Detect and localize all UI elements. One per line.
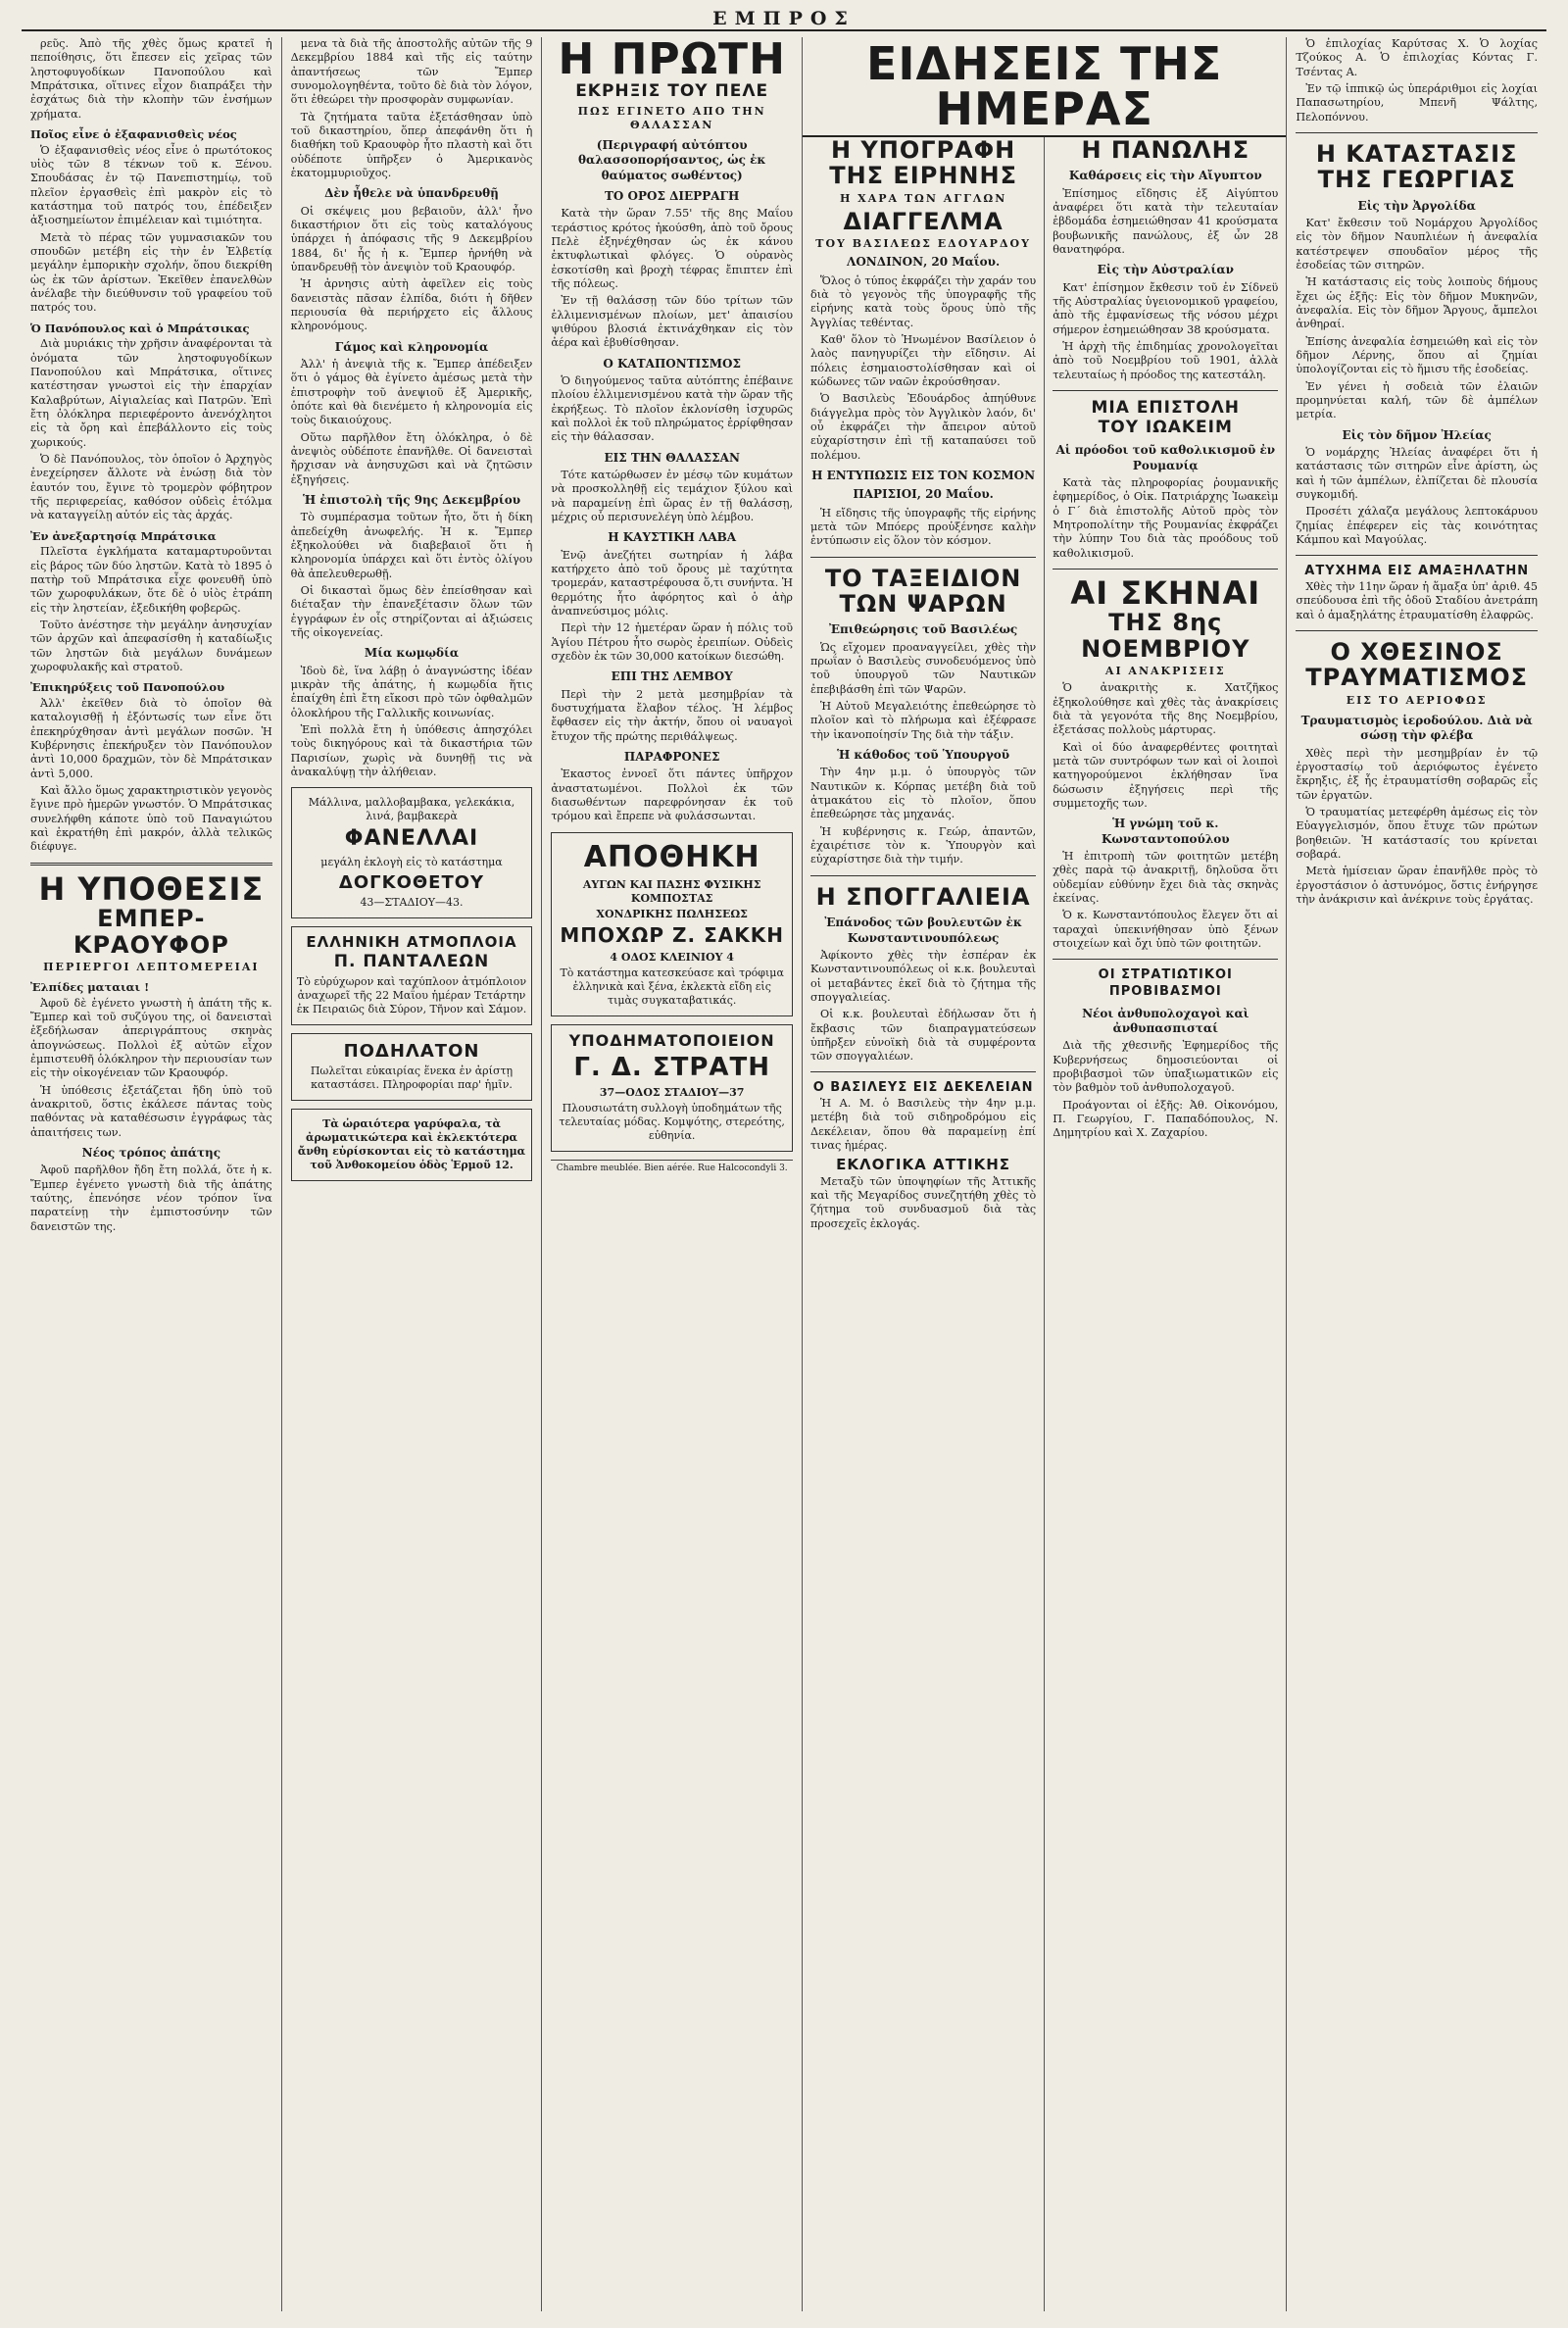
divider [1053, 569, 1278, 570]
paragraph: Ὁ ἐξαφανισθεὶς νέος εἶνε ὁ πρωτότοκος υἱὸς τῶν 8 τέκνων τοῦ κ. Ξένου. Σπουδάσας ἐν τῷ Πανεπιστημίῳ, τοῦ πλεῖον ἐργασθεὶς ἐπὶ μακρὸν εἰς τὸ κατάστημα τοῦ πατρός του, ἐπέδειξεν ἀξιοσημείωτον ἐπιμέλειαν καὶ τιμιότητα. [30, 143, 272, 227]
advertisement-shoemaker [551, 1024, 793, 1152]
subheading: ΕΠΙ ΤΗΣ ΛΕΜΒΟΥ [611, 669, 733, 684]
article-headline: ΤΟ ΤΑΞΕΙΔΙΟΝ [824, 564, 1022, 592]
paragraph: Ἰδοὺ δὲ, ἵνα λάβῃ ὁ ἀναγνώστης ἰδέαν μικρὰν τῆς ἀπάτης, ἡ κωμῳδία ἥτις ἐπαίχθη ἐπὶ ἔτη εἴκοσι πρὸ τῶν ὀφθαλμῶν ὁλοκλήρου τῆς Γαλλικῆς κοινωνίας. [290, 664, 533, 719]
subheading: Ἐλπίδες ματαιαι ! [30, 980, 150, 995]
columns [22, 37, 1546, 2311]
paragraph: Ὡς εἴχομεν προαναγγείλει, χθὲς τὴν πρωΐαν ὁ Βασιλεὺς συνοδευόμενος ὑπὸ τοῦ ὑπουργοῦ τῶν Ναυτικῶν ἐπεβιβάσθη ἐπὶ τῶν Ψαρῶν. [810, 640, 1037, 696]
subheading: Ἐπιθεώρησις τοῦ Βασιλέως [828, 622, 1018, 637]
paragraph: Προάγονται οἱ ἑξῆς: Ἀθ. Οἰκονόμου, Π. Γεωργίου, Γ. Παπαδόπουλος, Ν. Δημητρίου καὶ Χ. Ζαχαρίου. [1053, 1098, 1279, 1140]
advertisement-bicycle [291, 1033, 533, 1101]
paragraph: Ἡ κατάστασις εἰς τοὺς λοιποὺς δήμους ἔχει ὡς ἑξῆς: Εἰς τὸν δῆμον Μυκηνῶν, ἀνεφαλία. Εἰς τὸν δῆμον Ἄργους, ἄμπελοι ἀνθηραί. [1296, 275, 1539, 331]
paragraph: Κατ' ἔκθεσιν τοῦ Νομάρχου Ἀργολίδος εἰς τὸν δῆμον Ναυπλιέων ἡ ἀνεφαλία κατέστρεψεν σπουδαῖον μέρος τῆς ἐσοδείας τῶν σιτηρῶν. [1296, 217, 1539, 272]
paragraph: Τὴν 4ην μ.μ. ὁ ὑπουργὸς τῶν Ναυτικῶν κ. Κόρπας μετέβη διὰ τοῦ ἀτμακάτου εἰς τὸ πλοῖον, ὅπου ἐπεθεώρησε τὰς μηχανάς. [810, 766, 1037, 821]
paragraph: Ἡ εἴδησις τῆς ὑπογραφῆς τῆς εἰρήνης μετὰ τῶν Μπόερς προὐξένησε καλὴν ἐντύπωσιν εἰς ὅλον τὸν κόσμον. [810, 506, 1037, 548]
article-kicker: ΠΩΣ ΕΓΙΝΕΤΟ ΑΠΟ ΤΗΝ ΘΑΛΑΣΣΑΝ [577, 104, 766, 131]
paragraph: Κατὰ τὴν ὥραν 7.55' τῆς 8ης Μαΐου τεράστιος κρότος ἠκούσθη, ἀπὸ τοῦ ὄρους Πελὲ ἐξηνέχθησαν ὡς ἐκ κάνου ἐκτυφλωτικαὶ φλόγες. Ὁ οὐρανὸς ἐσκοτίσθη καὶ βροχὴ τέφρας ἔπιπτεν ἐπὶ τῆς πόλεως. [551, 207, 794, 290]
paragraph: Περὶ τὴν 12 ἡμετέραν ὥραν ἡ πόλις τοῦ Ἁγίου Πέτρου ἦτο σωρὸς ἐρειπίων. Οὐδεὶς σχεδὸν ἐκ τῶν 30,000 κατοίκων διεσώθη. [551, 621, 794, 663]
subheading: Καθάρσεις εἰς τὴν Αἴγυπτον [1068, 169, 1262, 183]
ad-merchant: ΜΠΟΧΩΡ Ζ. ΣΑΚΚΗ [560, 923, 784, 948]
article-headline: ΕΜΠΕΡ-ΚΡΑΟΥΦΟΡ [73, 905, 229, 959]
paragraph: Ὁ ἐπιλοχίας Καρύτσας Χ. Ὁ λοχίας Τζούκος Α. Ὁ ἐπιλοχίας Κόντας Γ. Τσέντας Α. [1296, 37, 1539, 78]
ad-line: ΧΟΝΔΡΙΚΗΣ ΠΩΛΗΣΕΩΣ [596, 908, 748, 921]
paragraph: Χθὲς περὶ τὴν μεσημβρίαν ἐν τῷ ἐργοστασίῳ τοῦ ἀεριόφωτος ἐγένετο ἔκρηξις, ἐξ ἧς ἐτραυματίσθη σοβαρῶς εἷς τῶν ἐργατῶν. [1296, 746, 1539, 802]
divider [810, 557, 1036, 558]
subheading: Ἐπικηρύξεις τοῦ Πανοπούλου [30, 680, 225, 695]
paragraph: Ἀλλ' ἐκεῖθεν διὰ τὸ ὁποῖον θὰ καταλογισθῇ ἡ ἐξόντωσίς των εἶνε ὅτι ἐπεκηρύχθησαν ἀντὶ μεγάλων ποσῶν. Ἡ Κυβέρνησις ἐπεκήρυξεν τὸν Πανόπουλον ἀντὶ 10,000 δραχμῶν, τὸν δὲ Μπράτσικαν ἀντὶ 5,000. [30, 697, 272, 780]
paragraph: Ὁ νομάρχης Ἠλείας ἀναφέρει ὅτι ἡ κατάστασις τῶν σιτηρῶν εἶνε ἀρίστη, ὡς καὶ ἡ τῶν ἀμπέλων, ἐλπίζεται δὲ πλουσία συγκομιδή. [1296, 446, 1539, 502]
paragraph: Ὁ δὲ Πανόπουλος, τὸν ὁποῖον ὁ Ἀρχηγὸς ἐνεχείρησεν ἄλλοτε νὰ ἐνώσῃ διὰ τὸν ἑαυτόν του, ἔγινε τὸ τρομερὸν φόβητρον τῆς περιφερείας, καθόσον οὐδεὶς ἐτόλμα νὰ καταγγείλῃ αὐτόν εἰς τὰς ἀρχάς. [30, 452, 272, 522]
subheading: ΠΑΡΑΦΡΟΝΕΣ [623, 749, 720, 764]
article-kicker: ΑΙ ΑΝΑΚΡΙΣΕΙΣ [1104, 665, 1226, 678]
paragraph: Καὶ ἄλλο ὅμως χαρακτηριστικὸν γεγονὸς ἔγινε πρὸ ἡμερῶν γνωστόν. Ὁ Μπράτσικας συνελήφθη κάποτε ὑπὸ τοῦ Παναγιώτου καὶ ἐκρατήθη ἐπὶ μακρόν, ἀλλὰ τελικῶς διέφυγε. [30, 783, 272, 854]
paragraph: Διὰ τῆς χθεσινῆς Ἐφημερίδος τῆς Κυβερνήσεως δημοσιεύονται οἱ προβιβασμοὶ τῶν ὑπαξιωματικῶν εἰς τὸν βαθμὸν τοῦ ἀνθυπολοχαγοῦ. [1053, 1039, 1279, 1095]
article-headline: ΤΟΥ ΙΩΑΚΕΙΜ [1098, 417, 1233, 437]
article-headline: ΤΗΣ 8ης ΝΟΕΜΒΡΙΟΥ [1081, 609, 1250, 663]
paragraph: Ἐπίσης ἀνεφαλία ἐσημειώθη καὶ εἰς τὸν δῆμον Λέρνης, ὅπου αἱ ζημίαι ὑπολογίζονται εἰς τὸ ἥμισυ τῆς ἐσοδείας. [1296, 334, 1539, 376]
column-6 [1287, 37, 1546, 2311]
subheading: Εἰς τὸν δῆμον Ἠλείας [1342, 427, 1492, 442]
article-headline: Ο ΧΘΕΣΙΝΟΣ [1330, 637, 1503, 666]
article-headline: ΟΙ ΣΤΡΑΤΙΩΤΙΚΟΙ ΠΡΟΒΙΒΑΣΜΟΙ [1098, 967, 1233, 999]
article-headline: Η ΠΑΝΩΛΗΣ [1081, 137, 1250, 164]
paragraph: Οὕτω παρῆλθον ἔτη ὁλόκληρα, ὁ δὲ ἀνεψιὸς οὐδέποτε ἐπανῆλθε. Οἱ δανεισταὶ ἤρχισαν νὰ ἀνησυχῶσι καὶ νὰ ζητῶσιν ἐξηγήσεις. [290, 430, 533, 486]
ad-merchant: ΔΟΓΚΟΘΕΤΟΥ [338, 871, 485, 893]
paragraph: Τὸ συμπέρασμα τοῦτων ἦτο, ὅτι ἡ δίκη ἀπεδείχθη ἀνωφελής. Ἡ κ. Ἔμπερ ἐξηκολούθει νὰ διαβεβαιοῖ ὅτι ἡ κληρονομία ὑπάρχει καὶ ὅτι ἐντὸς ὀλίγου θὰ ἀπελευθερωθῇ. [290, 511, 533, 580]
article-kicker: ΠΕΡΙΕΡΓΟΙ ΛΕΠΤΟΜΕΡΕΙΑΙ [43, 960, 260, 973]
paragraph: Ἐν τῇ θαλάσσῃ τῶν δύο τρίτων τῶν ἐλλιμενισμένων πλοίων, μετ' ἀπαισίου ψιθύρου βλοσιά ἐκτινάχθηκαν εἰς τὸν ἀέρα καὶ ἐβυθίσθησαν. [551, 294, 794, 350]
subheading: Ἡ ἐπιστολὴ τῆς 9ης Δεκεμβρίου [302, 492, 521, 507]
paragraph: Οἱ σκέψεις μου βεβαιοῦν, ἀλλ' ἦνο δικαστήριον ὅτι εἰς τοὺς καταλόγους ὑπάρχει ἡ ἀπόφασις τῆς 9 Δεκεμβρίου 1884, δι' ἧς ἡ κ. Ἔμπερ ἠρνήθη νὰ ὑπανδρευθῇ τὸν ἀνεψιὸν τοῦ Κραουφόρ. [290, 204, 533, 273]
subheading: Ποῖος εἶνε ὁ ἐξαφανισθεὶς νέος [30, 126, 237, 141]
paragraph: Ὅλος ὁ τύπος ἐκφράζει τὴν χαράν του διὰ τὸ γεγονὸς τῆς ὑπογραφῆς τῆς εἰρήνης κατὰ τοὺς ὅρους ὑπὸ τῆς Ἀγγλίας τεθέντας. [810, 273, 1037, 329]
paragraph: Καθ' ὅλον τὸ Ἡνωμένον Βασίλειον ὁ λαὸς πανηγυρίζει τὴν εἴδησιν. Αἱ πόλεις ἐσημαιοστολίσθησαν καὶ οἱ κώδωνες τῶν ναῶν ἐκρούσθησαν. [810, 333, 1037, 388]
subheading: Νέος τρόπος ἀπάτης [81, 1146, 221, 1161]
ad-title: ΕΛΛΗΝΙΚΗ ΑΤΜΟΠΛΟΙΑ [306, 932, 517, 951]
article-headline: Η ΠΡΩΤΗ [558, 37, 786, 84]
paragraph: Τότε κατώρθωσεν ἐν μέσῳ τῶν κυμάτων νὰ προσκολληθῇ εἰς τεμάχιον ξύλου καὶ νὰ παραμείνῃ ἐπὶ ὥρας ἐν τῇ θαλάσσῃ, μέχρις οὗ περισυνελέγη ὑπὸ λέμβου. [551, 468, 794, 523]
column-4 [803, 137, 1045, 2311]
article-headline: Η ΚΑΤΑΣΤΑΣΙΣ [1315, 139, 1518, 168]
article-kicker: Η ΧΑΡΑ ΤΩΝ ΑΓΓΛΩΝ [839, 191, 1007, 205]
paragraph: ρεῦς. Ἀπὸ τῆς χθὲς ὅμως κρατεῖ ἡ πεποίθησις, ὅτι ἔπεσεν εἰς χεῖρας τῶν ληστοφυγοδίκων Πανοπούλου καὶ Μπράτσικα, οἵτινες εἶχον διαπράξει τὴν ἐσχάτως διὰ τὴν κλοπὴν τῶν ἐνσήμων χρήματα. [30, 37, 272, 121]
divider [1296, 630, 1538, 631]
article-headline: Η ΥΠΟΓΡΑΦΗ [830, 137, 1016, 164]
paragraph: Ἡ ἐπιτροπὴ τῶν φοιτητῶν μετέβη χθὲς παρὰ τῷ ἀνακριτῇ, δηλοῦσα ὅτι οὐδεμίαν εὐθύνην ἔχει διὰ τὰς σκηνὰς ἐκείνας. [1053, 849, 1279, 905]
paragraph: Ἡ ἀρχὴ τῆς ἐπιδημίας χρονολογεῖται ἀπὸ τοῦ Νοεμβρίου τοῦ 1901, ἀλλὰ τελευταίως ἡ πρόοδος της κατεστάλη. [1053, 340, 1279, 381]
dateline: ΠΑΡΙΣΙΟΙ, 20 Μαΐου. [853, 487, 994, 502]
paragraph: Καὶ οἱ δύο ἀναφερθέντες φοιτηταὶ μετὰ τῶν συντρόφων των καὶ οἱ λοιποὶ κατηγορούμενοι ἐκλήθησαν ἵνα δώσωσιν ἐξηγήσεις περὶ τῆς συμμετοχῆς των. [1053, 740, 1279, 810]
subheading: ΤΟ ΟΡΟΣ ΔΙΕΡΡΑΓΗ [604, 188, 740, 203]
ad-line: Πωλεῖται εὐκαιρίας ἕνεκα ἐν ἀρίστῃ καταστάσει. Πληροφορίαι παρ' ἡμῖν. [310, 1064, 514, 1091]
article-headline: ΤΗΣ ΓΕΩΡΓΙΑΣ [1317, 166, 1516, 194]
article-headline: ΤΩΝ ΨΑΡΩΝ [839, 590, 1007, 619]
advertisement-flannels [291, 787, 533, 918]
column-1 [22, 37, 282, 2311]
article-headline: ΔΙΑΓΓΕΛΜΑ [843, 207, 1004, 235]
paragraph: Οἱ κ.κ. βουλευταὶ ἐδήλωσαν ὅτι ἡ ἔκβασις τῶν διαπραγματεύσεων ὑπῆρξεν εὐνοϊκὴ διὰ τὰ συμφέροντα τῶν σπογγαλιέων. [810, 1008, 1037, 1064]
divider [810, 1071, 1036, 1072]
paragraph: Μεταξὺ τῶν ὑποψηφίων τῆς Ἀττικῆς καὶ τῆς Μεγαρίδος συνεζητήθη χθὲς τὸ ζήτημα τοῦ συνδυασμοῦ διὰ τὰς προσεχεῖς ἐκλογάς. [810, 1174, 1037, 1230]
paragraph: Ἡ κυβέρνησις κ. Γεώρ, ἀπαντῶν, ἐχαιρέτισε τὸν κ. Ὑπουργὸν καὶ εὐχαρίστησε διὰ τὴν τιμήν. [810, 824, 1037, 867]
divider [1296, 555, 1538, 556]
article-headline: ΑΤΥΧΗΜΑ ΕΙΣ ΑΜΑΞΗΛΑΤΗΝ [1304, 564, 1530, 579]
advertisement-flowers [291, 1109, 533, 1181]
news-columns [803, 137, 1286, 2311]
ad-address: 37—ΟΔΟΣ ΣΤΑΔΙΟΥ—37 [599, 1085, 745, 1099]
column-3 [542, 37, 803, 2311]
paragraph: Ἐπίσημος εἴδησις ἐξ Αἰγύπτου ἀναφέρει ὅτι κατὰ τὴν τελευταίαν ἑβδομάδα ἐσημειώθησαν 41 κρούσματα βουβωνικῆς πανώλους, ἐξ ὧν 28 θανατηφόρα. [1053, 186, 1279, 257]
paragraph: Χθὲς τὴν 11ην ὥραν ἡ ἅμαξα ὑπ' ἀριθ. 45 σπεύδουσα ἐπὶ τῆς ὁδοῦ Σταδίου ἀνετράπη καὶ ὁ ἁμαξηλάτης ἐτραυματίσθη ἐλαφρῶς. [1296, 579, 1539, 621]
subheading: Ἡ γνώμη τοῦ κ. Κωνσταντοπούλου [1101, 817, 1230, 846]
paragraph: Ὁ κ. Κωνσταντόπουλος ἔλεγεν ὅτι αἱ ταραχαὶ ὑπεκινήθησαν ὑπὸ ξένων στοιχείων καὶ ὄχι ὑπὸ τῶν φοιτητῶν. [1053, 909, 1279, 950]
paragraph: Ἡ Αὐτοῦ Μεγαλειότης ἐπεθεώρησε τὸ πλοῖον καὶ τὸ πλήρωμα καὶ ἐξέφρασε τὴν ἱκανοποίησίν Της διὰ τὴν τάξιν. [810, 700, 1037, 741]
ad-title: ΦΑΝΕΛΛΑΙ [344, 826, 479, 852]
subheading: Γάμος καὶ κληρονομία [334, 339, 489, 354]
divider [1053, 390, 1278, 391]
subheading: Ἐπάνοδος τῶν βουλευτῶν ἐκ Κωνσταντινουπόλεως [824, 916, 1022, 945]
paragraph: Τοῦτο ἀνέστησε τὴν μεγάλην ἀνησυχίαν τῶν ἀρχῶν καὶ ἀπεφασίσθη ἡ καταδίωξις τῶν ληστῶν διὰ μεγάλων δυνάμεων χωροφυλακῆς καὶ στρατοῦ. [30, 618, 272, 673]
paragraph: Ἐκαστος ἐννοεῖ ὅτι πάντες ὑπῆρχον ἀναστατωμένοι. Πολλοὶ ἐκ τῶν διασωθέντων παρεφρόνησαν ἐκ τοῦ τρόμου καὶ ἔπρεπε νὰ φυλάσσωνται. [551, 768, 794, 823]
paragraph: Ὁ τραυματίας μετεφέρθη ἀμέσως εἰς τὸν Εὐαγγελισμόν, ὅπου ἔτυχε τῶν πρώτων βοηθειῶν. Ἡ κατάστασίς του κρίνεται σοβαρά. [1296, 805, 1539, 861]
ad-title: ΥΠΟΔΗΜΑΤΟΠΟΙΕΙΟΝ [568, 1031, 775, 1051]
subheading: Τραυματισμὸς ἱεροδούλου. Διὰ νὰ σώσῃ τὴν φλέβα [1300, 713, 1533, 743]
ad-line: ΑΥΓΩΝ ΚΑΙ ΠΑΣΗΣ ΦΥΣΙΚΗΣ ΚΟΜΠΟΣΤΑΣ [582, 878, 761, 906]
masthead [22, 8, 1546, 31]
advertisement-warehouse [551, 832, 793, 1017]
subheading: Η ΕΝΤΥΠΩΣΙΣ ΕΙΣ ΤΟΝ ΚΟΣΜΟΝ [811, 468, 1036, 482]
paragraph: Ἀλλ' ἡ ἀνεψιὰ τῆς κ. Ἔμπερ ἀπέδειξεν ὅτι ὁ γάμος θὰ ἐγίνετο ἀμέσως μετὰ τὴν ἐπιστροφὴν τοῦ ἀνεψιοῦ ἐξ Ἀμερικῆς, ὁπότε καὶ θὰ διενέμετο ἡ κληρονομία εἰς τοὺς δικαιούχους. [290, 357, 533, 427]
paragraph: Ἀφοῦ παρῆλθον ἤδη ἔτη πολλά, ὅτε ἡ κ. Ἔμπερ ἐγένετο γνωστὴ διὰ τῆς ἀπάτης ταύτης, ἐπενόησε νέον τρόπον ἵνα παρατείνῃ τὴν ἐμπιστοσύνην τῶν δανειστῶν της. [30, 1164, 272, 1233]
section-banner: ΕΙΔΗΣΕΙΣ ΤΗΣ ΗΜΕΡΑΣ [803, 37, 1286, 137]
ad-address: 43—ΣΤΑΔΙΟΥ—43. [360, 895, 464, 909]
ad-address: 4 ΟΔΟΣ ΚΛΕΙΝΙΟΥ 4 [610, 950, 734, 964]
paragraph: Ἀφοῦ δὲ ἐγένετο γνωστὴ ἡ ἀπάτη τῆς κ. Ἔμπερ καὶ τοῦ συζύγου της, οἱ δανεισταὶ ἐξεδήλωσαν ἀπεριγράπτους σκηνὰς ἀπογνώσεως. Πολλοὶ ἐξ αὐτῶν εἶχον ἐμπιστευθῆ ὁλόκληρον τὴν περιουσίαν των εἰς τὴν οἰκογένειαν τῶν Κραουφόρ. [30, 996, 272, 1080]
paragraph: Προσέτι χάλαζα μεγάλους λεπτοκάρυου ζημίας ἐπέφερεν εἰς τὰς κοινότητας Κάμπου καὶ Μαγούλας. [1296, 505, 1539, 547]
article-headline: Ο ΒΑΣΙΛΕΥΣ ΕΙΣ ΔΕΚΕΛΕΙΑΝ [812, 1080, 1034, 1096]
ad-line: μεγάλη ἐκλογὴ εἰς τὸ κατάστημα [320, 855, 503, 868]
paragraph: Διὰ μυριάκις τὴν χρῆσιν ἀναφέρονται τὰ ὀνόματα τῶν ληστοφυγοδίκων Πανοπούλου καὶ Μπράτσικα, οἵτινες κατέστησαν γνωστοὶ εἰς τὴν ἐπαρχίαν Καλαβρύτων, Αἰγιαλείας καὶ Πατρῶν. Ἐπὶ ἔτη ὁλόκληρα περιεφέροντο ἀνενόχλητοι εἰς τὰ ὄρη καὶ ἐπεβάλλοντο εἰς τοὺς χωρικούς. [30, 337, 272, 449]
divider [810, 875, 1036, 876]
ad-title: ΠΟΔΗΛΑΤΟΝ [343, 1040, 480, 1062]
subheading: Μία κωμῳδία [364, 646, 460, 661]
subheading: ΕΙΣ ΤΗΝ ΘΑΛΑΣΣΑΝ [604, 450, 740, 465]
subheading: Ἐν ἀνεξαρτησίᾳ Μπράτσικα [30, 528, 217, 543]
paragraph: Ἐνῷ ἀνεζήτει σωτηρίαν ἡ λάβα κατήρχετο ἀπὸ τοῦ ὄρους μὲ ταχύτητα τρομεράν, καταστρέφουσα ὅ,τι συνήντα. Ἡ θερμότης ἦτο ἀφόρητος καὶ ὁ ἀὴρ ἀναπνεύσιμος μόλις. [551, 548, 794, 618]
newspaper-title: ΕΜΠΡΟΣ [712, 8, 856, 29]
paragraph: Ἐν τῷ ἱππικῷ ὡς ὑπεράριθμοι εἰς λοχίαι Παπασωτηρίου, Μπενῆ Ψάλτης, Πελοπόννου. [1296, 81, 1539, 124]
paragraph: Ὁ Βασιλεὺς Ἐδουάρδος ἀπηύθυνε διάγγελμα πρὸς τὸν Ἀγγλικὸν λαόν, δι' οὗ ἐκφράζει τὴν ἄπειρον αὐτοῦ εὐχαρίστησιν ἐπὶ τῇ καταπαύσει τοῦ πολέμου. [810, 392, 1037, 462]
paragraph: μενα τὰ διὰ τῆς ἀποστολῆς αὐτῶν τῆς 9 Δεκεμβρίου 1884 καὶ τῆς εἰς ταύτην ἀπαντήσεως τῶν Ἔμπερ συνομολογηθέντα, τοῦτο δὲ διὰ τὸν λόγον, ὅτι ἐθεώρει τὴν προσφορὰν συμφωνίαν. [290, 37, 533, 107]
paragraph: Ὁ διηγούμενος ταῦτα αὐτόπτης ἐπέβαινε πλοίου ἐλλιμενισμένου κατὰ τὴν ὥραν τῆς ἐκρήξεως. Τὸ πλοῖον ἐκλονίσθη ἰσχυρῶς καὶ πολλοὶ ἐκ τοῦ πληρώματος ἐρρίφθησαν εἰς τὴν θάλασσαν. [551, 373, 794, 444]
article-headline: ΤΗΣ ΕΙΡΗΝΗΣ [829, 162, 1017, 190]
paragraph: Πλεῖστα ἐγκλήματα καταμαρτυροῦνται εἰς βάρος τῶν δύο ληστῶν. Κατὰ τὸ 1895 ὁ πατὴρ τοῦ Μπράτσικα εἶχε φονευθῆ ὑπὸ τῶν χωροφυλάκων, ὅτε δὲ ὁ υἱὸς ἐτράπη εἰς τὴν ληστείαν, ἐξεδικήθη φοβερῶς. [30, 545, 272, 615]
subheading: Δὲν ἦθελε νὰ ὑπανδρευθῇ [324, 186, 499, 201]
subheading: Νέοι ἀνθυπολοχαγοὶ καὶ ἀνθυπασπισταί [1082, 1006, 1250, 1035]
paragraph: Ἐπὶ πολλὰ ἔτη ἡ ὑπόθεσις ἀπησχόλει τοὺς δικηγόρους καὶ τὰ δικαστήρια τῶν Παρισίων, χωρὶς νὰ δυνηθῇ τις νὰ ἀνακαλύψῃ τὴν ἀλήθειαν. [290, 722, 533, 778]
article-kicker: ΤΟΥ ΒΑΣΙΛΕΩΣ ΕΔΟΥΑΡΔΟΥ [815, 237, 1031, 251]
ad-line: Μάλλινα, μαλλοβαμβακα, γελεκάκια, λινά, βαμβακερὰ [308, 796, 515, 823]
article-headline: ΤΡΑΥΜΑΤΙΣΜΟΣ [1305, 664, 1529, 692]
ad-merchant: Γ. Δ. ΣΤΡΑΤΗ [573, 1052, 771, 1082]
article-headline: ΕΚΡΗΞΙΣ ΤΟΥ ΠΕΛΕ [575, 81, 769, 102]
subheading: Ἡ κάθοδος τοῦ Ὑπουργοῦ [837, 748, 1010, 763]
dateline: ΛΟΝΔΙΝΟΝ, 20 Μαΐου. [847, 255, 1001, 270]
subheading: Εἰς τὴν Αὐστραλίαν [1097, 263, 1234, 277]
article-headline: ΜΙΑ ΕΠΙΣΤΟΛΗ [1091, 398, 1241, 419]
article-headline: Η ΥΠΟΘΕΣΙΣ [38, 869, 265, 908]
article-intro: (Περιγραφή αὐτόπτου θαλασσοπορήσαντος, ὡς ἐκ θαύματος σωθέντος) [577, 137, 766, 182]
subheading: Ο ΚΑΤΑΠΟΝΤΙΣΜΟΣ [603, 356, 741, 371]
advertisement-steamship [291, 926, 533, 1025]
ad-ship-name: Π. ΠΑΝΤΑΛΕΩΝ [333, 951, 490, 971]
news-of-the-day-section [803, 37, 1287, 2311]
article-headline: ΕΚΛΟΓΙΚΑ ΑΤΤΙΚΗΣ [836, 1156, 1011, 1174]
paragraph: Κατ' ἐπίσημον ἔκθεσιν τοῦ ἐν Σίδνεϋ τῆς Αὐστραλίας ὑγειονομικοῦ γραφείου, ἀπὸ τῆς ἐμφανίσεως τῆς νόσου μέχρι σήμερον ἐσημειώθησαν 38 κρούσματα. [1053, 280, 1279, 336]
column-5 [1045, 137, 1286, 2311]
ad-line: Τὸ εὐρύχωρον καὶ ταχύπλοον ἀτμόπλοιον ἀναχωρεῖ τῆς 22 Μαΐου ἡμέραν Τετάρτην ἐκ Πειραιῶς διὰ Σύρον, Τῆνον καὶ Σάμον. [296, 974, 527, 1015]
article-headline: ΑΙ ΣΚΗΝΑΙ [1070, 573, 1261, 612]
subheading: Ὁ Πανόπουλος καὶ ὁ Μπράτσικας [30, 321, 250, 335]
divider [1296, 132, 1538, 133]
column-2 [282, 37, 543, 2311]
classified-notice: Chambre meublée. Bien aérée. Rue Halcocondyli 3. [551, 1160, 793, 1175]
paragraph: Ἡ ἀρνησις αὐτὴ ἀφεῖλεν εἰς τοὺς δανειστὰς πᾶσαν ἐλπίδα, διότι ἡ δῆθεν περιουσία θὰ περιήρχετο εἰς ἄλλους κληρονόμους. [290, 277, 533, 333]
paragraph: Τὰ ζητήματα ταῦτα ἐξετάσθησαν ὑπὸ τοῦ δικαστηρίου, ὅπερ ἀπεφάνθη ὅτι ἡ διαθήκη τοῦ Κραουφὸρ ἦτο πλαστὴ καὶ ὅτι οὐδέποτε ὑπῆρξεν ὁ Ἀμερικανὸς ἑκατομμυριοῦχος. [290, 110, 533, 179]
ad-line: Τὰ ὡραιότερα γαρύφαλα, τὰ ἀρωματικώτερα καὶ ἐκλεκτότερα ἄνθη εὑρίσκονται εἰς τὸ κατάστημα τοῦ Ἀνθοκομείου ὁδὸς Ἑρμοῦ 12. [297, 1117, 526, 1172]
ad-line: Τὸ κατάστημα κατεσκεύασε καὶ τρόφιμα ἐλληνικὰ καὶ ξένα, ἐκλεκτὰ εἴδη εἰς τιμὰς συγκαταβατικάς. [560, 966, 784, 1008]
article-kicker: ΕΙΣ ΤΟ ΑΕΡΙΟΦΩΣ [1346, 693, 1488, 707]
subheading: Εἰς τὴν Ἀργολίδα [1357, 198, 1476, 213]
paragraph: Κατὰ τὰς πληροφορίας ῥουμανικῆς ἐφημερίδος, ὁ Οἰκ. Πατριάρχης Ἰωακεὶμ ὁ Γ΄ διὰ ἐπιστολῆς Αὐτοῦ πρὸς τὸν Μητροπολίτην τῆς Ρουμανίας ἐκφράζει τὴν λύπην Του διὰ τὰς προόδους τοῦ καθολικισμοῦ. [1053, 475, 1279, 560]
subheading: Αἱ πρόοδοι τοῦ καθολικισμοῦ ἐν Ρουμανίᾳ [1055, 443, 1276, 472]
paragraph: Ὁ ἀνακριτὴς κ. Χατζῆκος ἐξηκολούθησε καὶ χθὲς τὰς ἀνακρίσεις διὰ τὰ γεγονότα τῆς 8ης Νοεμβρίου, ἐξετάσας πολλοὺς μάρτυρας. [1053, 681, 1279, 737]
paragraph: Μετὰ τὸ πέρας τῶν γυμνασιακῶν του σπουδῶν μετέβη εἰς τὴν ἐν Ἑλβετίᾳ μεγάλην ἐμπορικὴν σχολήν, ὅπου διεκρίθη ὡς ἐκ τῶν ἀρίστων. Ἐκεῖθεν ἐπανελθὼν ἀνέλαβε τὴν διεύθυνσιν τοῦ γραφείου τοῦ πατρός του. [30, 230, 272, 315]
paragraph: Ἐν γένει ἡ σοδειὰ τῶν ἐλαιῶν προμηνύεται καλή, τῶν δὲ ἀμπέλων μετρία. [1296, 379, 1539, 421]
subheading: Η ΚΑΥΣΤΙΚΗ ΛΑΒΑ [608, 530, 737, 545]
paragraph: Ἀφίκοντο χθὲς τὴν ἑσπέραν ἐκ Κωνσταντινουπόλεως οἱ κ.κ. βουλευταὶ οἱ μεταβάντες ἐκεῖ διὰ τὸ ζήτημα τῆς σπογγαλιείας. [810, 948, 1037, 1004]
paragraph: Ἡ Α. Μ. ὁ Βασιλεὺς τὴν 4ην μ.μ. μετέβη διὰ τοῦ σιδηροδρόμου εἰς Δεκέλειαν, ὅπου θὰ παραμείνῃ ἐπί τινας ἡμέρας. [810, 1097, 1037, 1153]
divider [1053, 959, 1278, 960]
paragraph: Οἱ δικασταὶ ὅμως δὲν ἐπείσθησαν καὶ διέταξαν τὴν ἐπανεξέτασιν ὅλων τῶν ἐγγράφων ἐν οἷς στηρίζονται αἱ ἀξιώσεις τῆς οἰκογενείας. [290, 583, 533, 639]
ad-title: ΑΠΟΘΗΚΗ [583, 839, 760, 874]
article-headline: Η ΣΠΟΓΓΑΛΙΕΙΑ [815, 882, 1031, 911]
divider [30, 863, 272, 866]
ad-line: Πλουσιωτάτη συλλογὴ ὑποδημάτων τῆς τελευταίας μόδας. Κομψότης, στερεότης, εὐθηνία. [559, 1101, 785, 1143]
paragraph: Μετὰ ἡμίσειαν ὥραν ἐπανῆλθε πρὸς τὸ ἐργοστάσιον ὁ ἀστυνόμος, ὅστις ἐνήργησε τὴν ἀνάκρισιν καὶ ἀνέκρινε τοὺς ἐργάτας. [1296, 865, 1539, 906]
paragraph: Ἡ ὑπόθεσις ἐξετάζεται ἤδη ὑπὸ τοῦ ἀνακριτοῦ, ὅστις ἐκάλεσε πάντας τοὺς παθόντας νὰ καταθέσωσιν ἐγγράφως τὰς ἀπαιτήσεις των. [30, 1083, 272, 1139]
paragraph: Περὶ τὴν 2 μετὰ μεσημβρίαν τὰ δυστυχήματα ἔλαβον τέλος. Ἡ λέμβος ἔφθασεν εἰς τὴν ἀκτήν, ὅπου οἱ ναυαγοὶ ἔτυχον τῆς πρώτης περιθάλψεως. [551, 687, 794, 743]
